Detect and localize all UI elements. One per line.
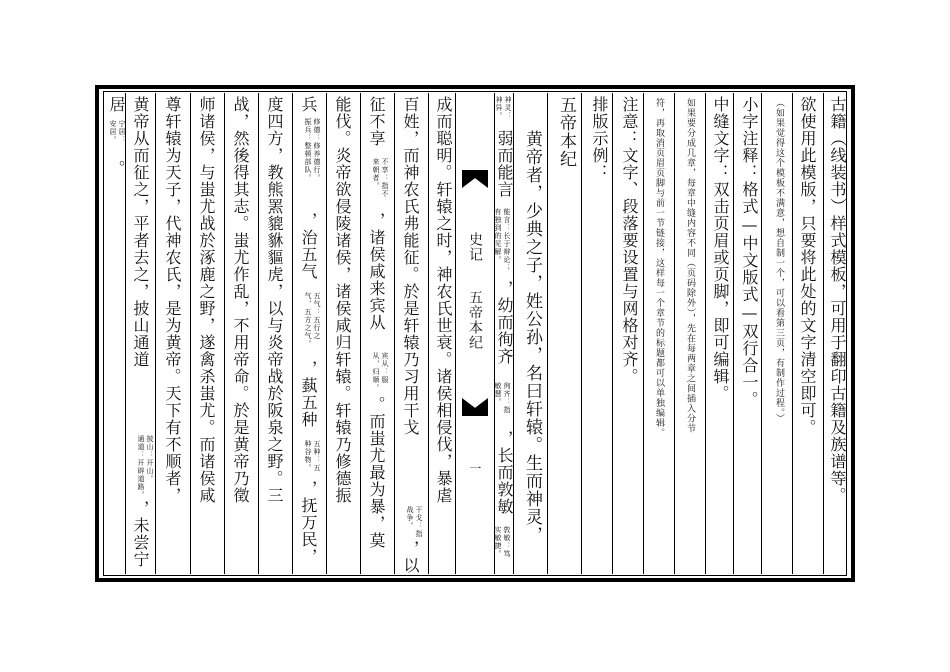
instruction-note: （如果觉得这个模板不满意，想自制一个，可以看第三页，有制作过程。） [774,98,784,424]
column-rule [155,93,156,574]
column-rule [360,93,361,574]
annotation: 种谷物。 [304,440,312,472]
body-text: ，抚万民， [299,480,318,565]
instruction-note: 符，再取消页眉页脚与前一节链接，这样每一个章节的标题都可以单独编辑。 [654,98,664,438]
body-text: ，幼而徇齐 [495,280,514,365]
column-rule [612,93,613,574]
instruction-line: 小字注释：格式—中文版式—双行合一。 [740,96,759,408]
body-text: 度四方，教熊罴貔貅貙虎，以与炎帝战於阪泉之野。三 [265,96,284,504]
instruction-note: 如果要分成几章，每章中缝内容不同（页码除外），先在每两章之间插入分节 [685,98,695,434]
annotation: 干戈：指 [415,506,423,538]
instruction-line: 排版示例： [590,96,609,181]
body-text: 成而聪明。轩辕之时，神农氏世衰。诸侯相侵伐，暴虐 [434,96,453,504]
column-rule [547,93,548,574]
annotation: 修德：修养德行。 [313,118,321,182]
chapter-heading: 五帝本纪 [556,96,576,168]
annotation: 战争。 [406,506,414,530]
instruction-line: 欲使用此模版，只要将此处的文字清空即可。 [798,96,817,436]
instruction-line: 注意：文字、段落要设置与网格对齐。 [620,96,639,385]
annotation: 从，归顺。 [372,352,380,392]
column-rule [823,93,824,574]
annotation: 宾从：服 [381,352,389,384]
annotation: 敏慧。 [494,382,502,406]
body-text: ，长而敦敏 [495,430,514,515]
body-text: 弱而能言 [495,130,514,198]
annotation: 气，五方之气。 [304,292,312,348]
annotation: 神灵： [504,96,512,120]
column-rule [224,93,225,574]
column-rule [190,93,191,574]
column-rule [292,93,293,574]
annotation: 神异。 [495,96,503,120]
fold-chapter-title: 五帝本纪 [467,290,483,350]
instruction-line: 古籍（线装书）样式模板，可用于翻印古籍及族谱等。 [828,96,847,504]
body-text: ，以 [401,540,420,574]
column-rule [792,93,793,574]
body-text: 。而蚩尤最为暴，莫 [367,396,386,549]
body-text: 师诸侯，与蚩尤战於涿鹿之野，遂禽杀蚩尤。而诸侯咸 [197,96,216,504]
column-rule [643,93,644,574]
column-rule [705,93,706,574]
instruction-line: 中缝文字：双击页眉或页脚，即可编辑。 [711,96,730,402]
annotation: 宁居： [118,120,126,144]
body-text: ，治五气 [299,212,318,280]
body-text: 。 [107,160,126,177]
body-text: ，蓺五种 [299,360,318,428]
annotation: 能言：长于辩论； [503,208,511,272]
body-text: 兵 [299,96,318,113]
annotation: 实敏捷。 [494,526,502,558]
annotation: 披山：开山。 [146,435,154,483]
body-text: 黄帝从而征之，平者去之，披山通道 [131,96,150,368]
body-text: ，未尝宁 [131,500,150,568]
column-rule [428,93,429,574]
annotation: 不享：指不 [381,158,389,198]
body-text: ，诸侯咸来宾从 [367,212,386,331]
page-number: 一 [468,462,482,475]
body-text: 征不享 [367,96,386,147]
body-text: 尊轩辕为天子，代神农氏，是为黄帝。天下有不顺者， [163,96,182,504]
annotation: 敦敏：笃 [503,526,511,558]
book-title: 史记 [467,232,483,262]
annotation: 来朝者。 [372,158,380,190]
annotation: 安居。 [109,120,117,144]
body-text: 百姓，而神农氏弗能征。於是轩辕乃习用干戈 [401,96,420,436]
column-rule [394,93,395,574]
body-text: 黄帝者，少典之子，姓公孙，名曰轩辕。生而神灵， [522,130,542,544]
column-rule [674,93,675,574]
column-rule [761,93,762,574]
annotation: 振兵：整顿部队。 [304,118,312,182]
body-text: 能伐。炎帝欲侵陵诸侯，诸侯咸归轩辕。轩辕乃修德振 [333,96,352,504]
annotation: 五气：五行之 [313,292,321,340]
annotation: 有独到的见解。 [494,208,502,264]
column-rule [733,93,734,574]
annotation: 五种：五 [313,440,321,472]
column-rule [581,93,582,574]
body-text: 居 [107,96,126,113]
body-text: 战，然後得其志。蚩尤作乱，不用帝命。於是黄帝乃徵 [231,96,250,504]
annotation: 徇齐：指 [503,382,511,414]
column-rule [258,93,259,574]
column-rule [326,93,327,574]
annotation: 通道：开辟道路。 [137,435,145,499]
